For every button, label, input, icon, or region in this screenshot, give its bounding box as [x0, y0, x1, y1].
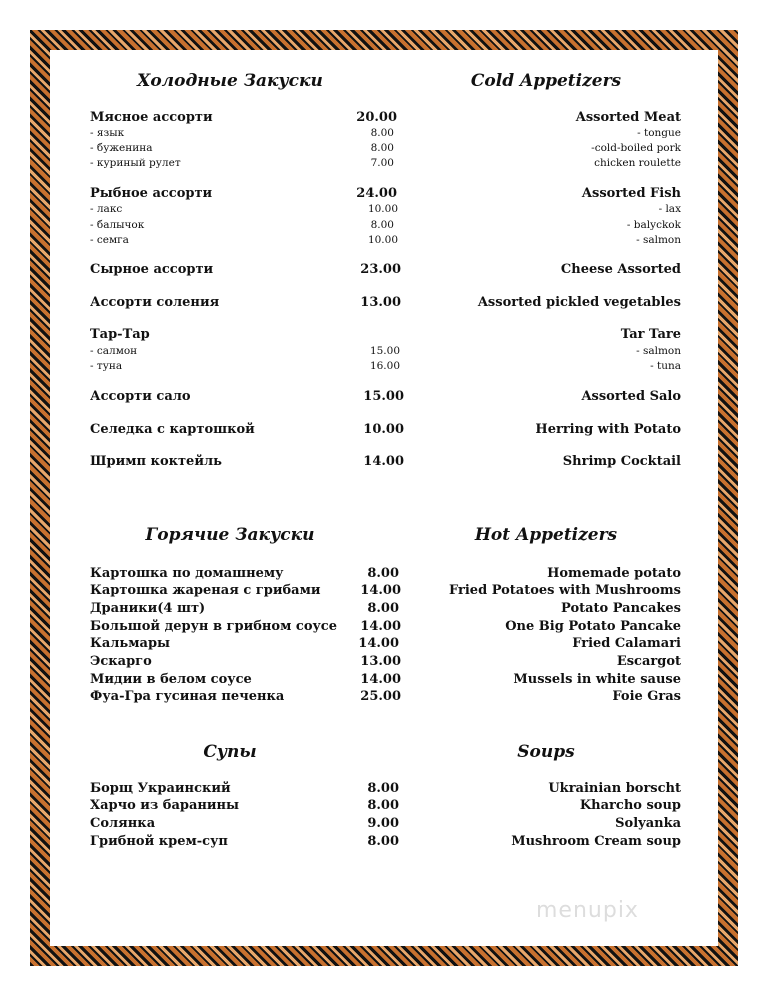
item-name-en: Fried Potatoes with Mushrooms	[449, 583, 681, 598]
section-title-en: Cold Appetizers	[470, 71, 622, 91]
item-price: 8.00	[367, 834, 399, 849]
item-name-en: Herring with Potato	[535, 422, 681, 437]
item-name-en: Kharcho soup	[579, 798, 681, 813]
item-price: 10.00	[363, 422, 404, 437]
item-name-en: Assorted pickled vegetables	[477, 295, 681, 310]
item-name-en: - salmon	[636, 234, 681, 246]
item-name-ru: Большой дерун в грибном соусе	[90, 619, 337, 634]
section-title-en: Soups	[517, 742, 575, 762]
item-name-ru: Фуа-Гра гусиная печенка	[90, 689, 285, 704]
item-price: 13.00	[360, 654, 401, 669]
item-name-en: One Big Potato Pancake	[505, 619, 681, 634]
item-name-ru: Грибной крем-суп	[90, 834, 228, 849]
section-title-ru: Супы	[203, 742, 257, 762]
item-name-en: Assorted Fish	[581, 186, 681, 201]
item-name-en: Potato Pancakes	[561, 601, 681, 616]
item-name-ru: Мидии в белом соусе	[90, 672, 252, 687]
item-price: 16.00	[369, 360, 400, 372]
item-name-ru: Картошка жареная с грибами	[90, 583, 321, 598]
item-name-en: - salmon	[636, 345, 681, 357]
item-name-en: - tongue	[637, 127, 681, 139]
item-price: 9.00	[367, 816, 399, 831]
item-name-en: Foie Gras	[612, 689, 681, 704]
item-name-en: Mussels in white sause	[513, 672, 681, 687]
item-name-en: Solyanka	[615, 816, 681, 831]
item-price: 8.00	[367, 566, 399, 581]
item-price: 10.00	[367, 234, 398, 246]
item-price: 23.00	[360, 262, 401, 277]
item-price: 13.00	[360, 295, 401, 310]
item-name-ru: - салмон	[90, 345, 138, 357]
item-name-ru: Мясное ассорти	[90, 110, 213, 125]
item-price: 8.00	[367, 601, 399, 616]
item-name-en: chicken roulette	[594, 157, 681, 169]
item-name-en: Assorted Salo	[581, 389, 681, 404]
item-price: 14.00	[363, 454, 404, 469]
item-name-en: - lax	[658, 203, 681, 215]
item-name-ru: Эскарго	[90, 654, 152, 669]
item-price: 10.00	[367, 203, 398, 215]
item-name-ru: Драники(4 шт)	[90, 601, 206, 616]
item-name-ru: - туна	[90, 360, 123, 372]
item-name-ru: Селедка с картошкой	[90, 422, 255, 437]
section-title-en: Hot Appetizers	[474, 525, 618, 545]
item-name-en: -cold-boiled pork	[591, 142, 681, 154]
section-title-ru: Горячие Закуски	[145, 525, 315, 545]
item-name-ru: Ассорти соления	[90, 295, 220, 310]
item-name-en: - balyckok	[626, 219, 681, 231]
section-title-ru: Холодные Закуски	[137, 71, 323, 91]
item-name-en: Tar Tare	[620, 327, 681, 342]
item-price: 8.00	[367, 781, 399, 796]
item-price: 8.00	[370, 127, 394, 139]
item-price: 8.00	[370, 219, 394, 231]
item-name-en: Fried Calamari	[572, 636, 681, 651]
item-name-en: Homemade potato	[547, 566, 681, 581]
item-price: 20.00	[356, 110, 397, 125]
item-price: 14.00	[360, 619, 401, 634]
item-name-en: Escargot	[616, 654, 681, 669]
item-price: 8.00	[370, 142, 394, 154]
item-price: 15.00	[369, 345, 400, 357]
item-price: 25.00	[360, 689, 401, 704]
item-price: 7.00	[370, 157, 394, 169]
item-name-ru: - буженина	[90, 142, 153, 154]
item-name-en: - tuna	[650, 360, 681, 372]
item-name-en: Mushroom Cream soup	[511, 834, 681, 849]
item-name-ru: Кальмары	[90, 636, 171, 651]
item-name-en: Ukrainian borscht	[548, 781, 681, 796]
item-name-en: Assorted Meat	[575, 110, 681, 125]
item-name-ru: Солянка	[90, 816, 156, 831]
item-name-en: Cheese Assorted	[560, 262, 681, 277]
item-price: 24.00	[356, 186, 397, 201]
item-name-en: Shrimp Cocktail	[562, 454, 681, 469]
item-name-ru: Тар-Тар	[90, 327, 150, 342]
item-price: 14.00	[360, 583, 401, 598]
item-name-ru: Ассорти сало	[90, 389, 191, 404]
item-name-ru: Борщ Украинский	[90, 781, 231, 796]
item-name-ru: - семга	[90, 234, 129, 246]
watermark-logo: menupix	[536, 898, 639, 923]
item-price: 14.00	[360, 672, 401, 687]
item-name-ru: Картошка по домашнему	[90, 566, 284, 581]
item-price: 15.00	[363, 389, 404, 404]
item-name-ru: Рыбное ассорти	[90, 186, 213, 201]
item-price: 14.00	[358, 636, 399, 651]
item-name-ru: Сырное ассорти	[90, 262, 214, 277]
item-name-ru: - язык	[90, 127, 125, 139]
item-name-ru: - балычок	[90, 219, 145, 231]
item-name-ru: Харчо из баранины	[90, 798, 240, 813]
item-name-ru: - лакс	[90, 203, 123, 215]
item-name-ru: Шримп коктейль	[90, 454, 222, 469]
item-price: 8.00	[367, 798, 399, 813]
item-name-ru: - куриный рулет	[90, 157, 181, 169]
